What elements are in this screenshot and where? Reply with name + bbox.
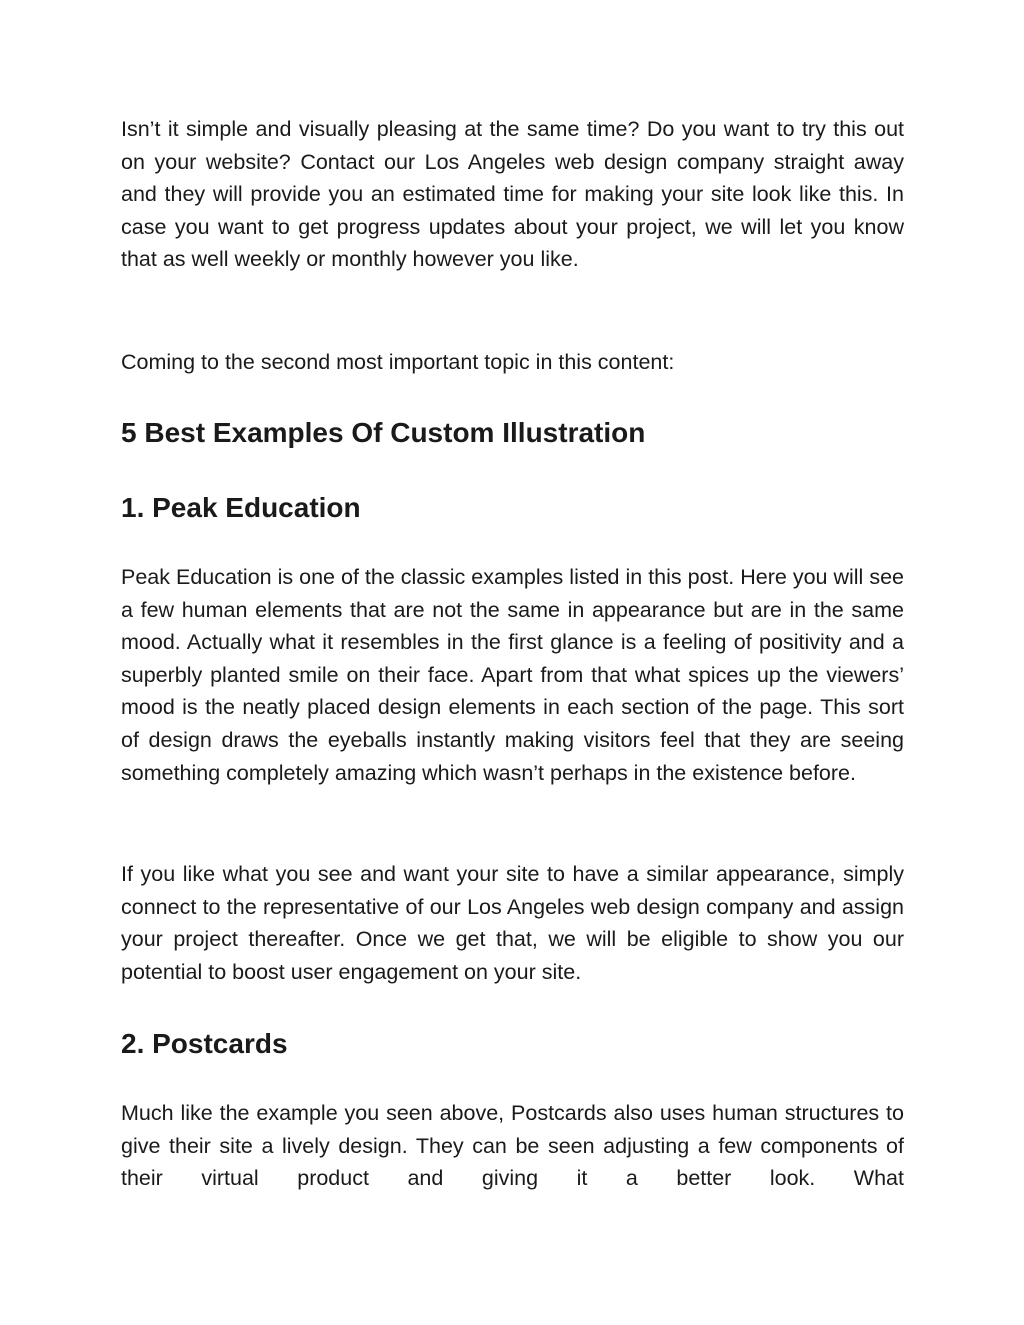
paragraph-peak-education-2: If you like what you see and want your site to have a similar appearance, simply connect to the representative of our Los Angeles web design company and assign your project thereafter. Once we get that, we will be eligible to show you our potential to boost user engagement on your site. bbox=[121, 862, 904, 984]
paragraph-intro: Isn’t it simple and visually pleasing at the same time? Do you want to try this out on your website? Contact our Los Angeles web design company straight away and they will provide you an estimated time for making your site look like this. In case you want to get progress updates about your project, we will let you know that as well weekly or monthly however you like. bbox=[121, 117, 904, 272]
heading-postcards: 2. Postcards bbox=[121, 1028, 288, 1059]
paragraph-coming-topic: Coming to the second most important topic in this content: bbox=[121, 350, 675, 374]
paragraph-postcards: Much like the example you seen above, Postcards also uses human structures to give their site a lively design. They can be seen adjusting a few components of their virtual product and giving it a better look. What bbox=[121, 1101, 904, 1191]
heading-best-examples: 5 Best Examples Of Custom Illustration bbox=[121, 417, 646, 448]
heading-peak-education: 1. Peak Education bbox=[121, 492, 361, 523]
paragraph-peak-education-1: Peak Education is one of the classic examples listed in this post. Here you will see a few human elements that are not the same in appearance but are in the same mood. Actually what it resembles in the first glance is a feeling of positivity and a superbly planted smile on their face. Apart from that what spices up the viewers’ mood is the neatly placed design elements in each section of the page. This sort of design draws the eyeballs instantly making visitors feel that they are seeing something completely amazing which wasn’t perhaps in the existence before. bbox=[121, 565, 904, 785]
